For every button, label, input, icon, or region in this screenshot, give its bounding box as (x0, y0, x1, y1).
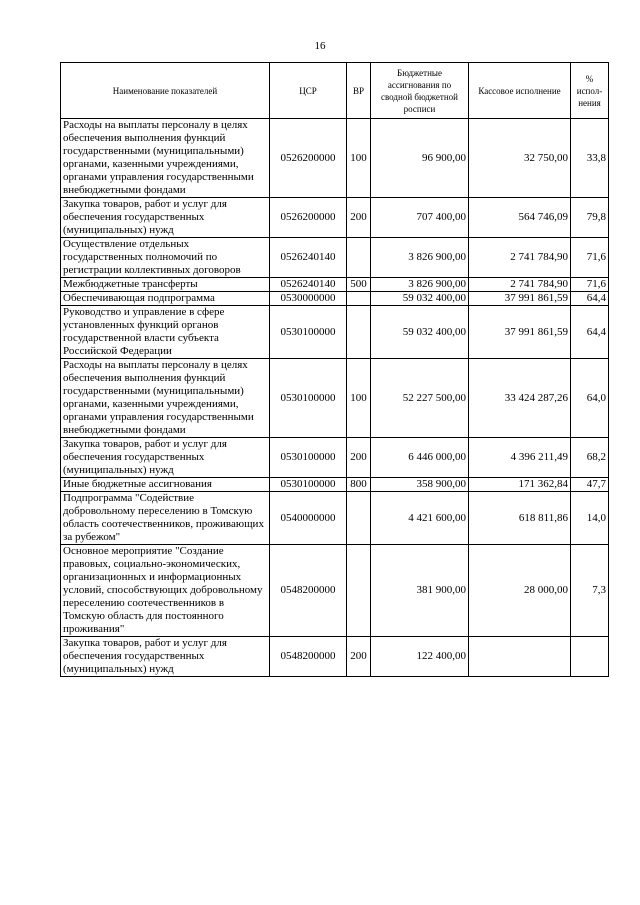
cell-vr: 200 (347, 438, 371, 478)
cell-csr: 0530100000 (270, 306, 347, 359)
cell-csr: 0530100000 (270, 438, 347, 478)
table-header-row (61, 63, 609, 119)
cell-cash: 564 746,09 (469, 198, 571, 238)
table-row (61, 238, 609, 278)
cell-cash: 2 741 784,90 (469, 278, 571, 292)
table-row (61, 492, 609, 545)
cell-cash: 37 991 861,59 (469, 306, 571, 359)
cell-vr (347, 306, 371, 359)
cell-cash: 618 811,86 (469, 492, 571, 545)
header-csr: ЦСР (270, 63, 347, 119)
header-allocation: Бюджетные ассигнования по сводной бюджетной росписи (371, 63, 469, 119)
table-row (61, 292, 609, 306)
cell-percent: 7,3 (571, 545, 609, 637)
cell-name: Руководство и управление в сфере установленных функций органов государственной власти субъекта Российской Федерации (61, 306, 270, 359)
cell-name: Расходы на выплаты персоналу в целях обеспечения выполнения функций государственными (муниципальными) органами, казенными учреждениями, органами управления государственными внебюджетными фондами (61, 359, 270, 438)
cell-csr: 0530000000 (270, 292, 347, 306)
cell-allocation: 6 446 000,00 (371, 438, 469, 478)
cell-cash: 4 396 211,49 (469, 438, 571, 478)
cell-percent: 64,0 (571, 359, 609, 438)
table-row (61, 119, 609, 198)
cell-vr: 200 (347, 198, 371, 238)
header-name: Наименование показателей (61, 63, 270, 119)
cell-allocation: 358 900,00 (371, 478, 469, 492)
cell-percent: 64,4 (571, 292, 609, 306)
table-row (61, 438, 609, 478)
cell-allocation: 59 032 400,00 (371, 306, 469, 359)
cell-vr: 800 (347, 478, 371, 492)
cell-percent: 79,8 (571, 198, 609, 238)
cell-csr: 0526240140 (270, 278, 347, 292)
cell-percent: 68,2 (571, 438, 609, 478)
cell-allocation: 96 900,00 (371, 119, 469, 198)
cell-allocation: 381 900,00 (371, 545, 469, 637)
cell-cash: 2 741 784,90 (469, 238, 571, 278)
cell-percent: 64,4 (571, 306, 609, 359)
cell-percent (571, 637, 609, 677)
cell-vr (347, 238, 371, 278)
cell-vr: 200 (347, 637, 371, 677)
cell-name: Иные бюджетные ассигнования (61, 478, 270, 492)
cell-cash (469, 637, 571, 677)
cell-allocation: 4 421 600,00 (371, 492, 469, 545)
cell-name: Закупка товаров, работ и услуг для обеспечения государственных (муниципальных) нужд (61, 637, 270, 677)
cell-vr: 500 (347, 278, 371, 292)
cell-percent: 71,6 (571, 278, 609, 292)
cell-cash: 33 424 287,26 (469, 359, 571, 438)
cell-name: Осуществление отдельных государственных полномочий по регистрации коллективных договоров (61, 238, 270, 278)
cell-allocation: 52 227 500,00 (371, 359, 469, 438)
table-row (61, 198, 609, 238)
header-percent: % испол-нения (571, 63, 609, 119)
cell-percent: 47,7 (571, 478, 609, 492)
cell-csr: 0548200000 (270, 637, 347, 677)
cell-name: Основное мероприятие "Создание правовых, социально-экономических, организационных и информационных условий, способствующих добровольному переселению соотечественников в Томскую область для постоянного проживания" (61, 545, 270, 637)
header-vr: ВР (347, 63, 371, 119)
cell-cash: 37 991 861,59 (469, 292, 571, 306)
cell-percent: 33,8 (571, 119, 609, 198)
cell-csr: 0548200000 (270, 545, 347, 637)
cell-allocation: 707 400,00 (371, 198, 469, 238)
cell-cash: 28 000,00 (469, 545, 571, 637)
cell-name: Подпрограмма "Содействие добровольному переселению в Томскую область соотечественников, проживающих за рубежом" (61, 492, 270, 545)
table-row (61, 478, 609, 492)
cell-allocation: 3 826 900,00 (371, 238, 469, 278)
page-number: 16 (314, 40, 326, 52)
cell-name: Обеспечивающая подпрограмма (61, 292, 270, 306)
cell-allocation: 3 826 900,00 (371, 278, 469, 292)
cell-csr: 0530100000 (270, 359, 347, 438)
cell-vr (347, 292, 371, 306)
cell-csr: 0526200000 (270, 198, 347, 238)
table-row (61, 278, 609, 292)
cell-percent: 14,0 (571, 492, 609, 545)
cell-percent: 71,6 (571, 238, 609, 278)
header-cash: Кассовое исполнение (469, 63, 571, 119)
budget-execution-table (60, 62, 609, 677)
table-row (61, 637, 609, 677)
table-row (61, 306, 609, 359)
cell-vr: 100 (347, 359, 371, 438)
cell-csr: 0530100000 (270, 478, 347, 492)
cell-vr (347, 545, 371, 637)
table-body (61, 119, 609, 677)
cell-allocation: 122 400,00 (371, 637, 469, 677)
cell-cash: 171 362,84 (469, 478, 571, 492)
cell-allocation: 59 032 400,00 (371, 292, 469, 306)
cell-name: Межбюджетные трансферты (61, 278, 270, 292)
cell-name: Закупка товаров, работ и услуг для обеспечения государственных (муниципальных) нужд (61, 438, 270, 478)
table-row (61, 359, 609, 438)
table-row (61, 545, 609, 637)
cell-cash: 32 750,00 (469, 119, 571, 198)
cell-csr: 0540000000 (270, 492, 347, 545)
cell-vr: 100 (347, 119, 371, 198)
cell-csr: 0526240140 (270, 238, 347, 278)
cell-name: Расходы на выплаты персоналу в целях обеспечения выполнения функций государственными (муниципальными) органами, казенными учреждениями, органами управления государственными внебюджетными фондами (61, 119, 270, 198)
cell-csr: 0526200000 (270, 119, 347, 198)
cell-name: Закупка товаров, работ и услуг для обеспечения государственных (муниципальных) нужд (61, 198, 270, 238)
cell-vr (347, 492, 371, 545)
